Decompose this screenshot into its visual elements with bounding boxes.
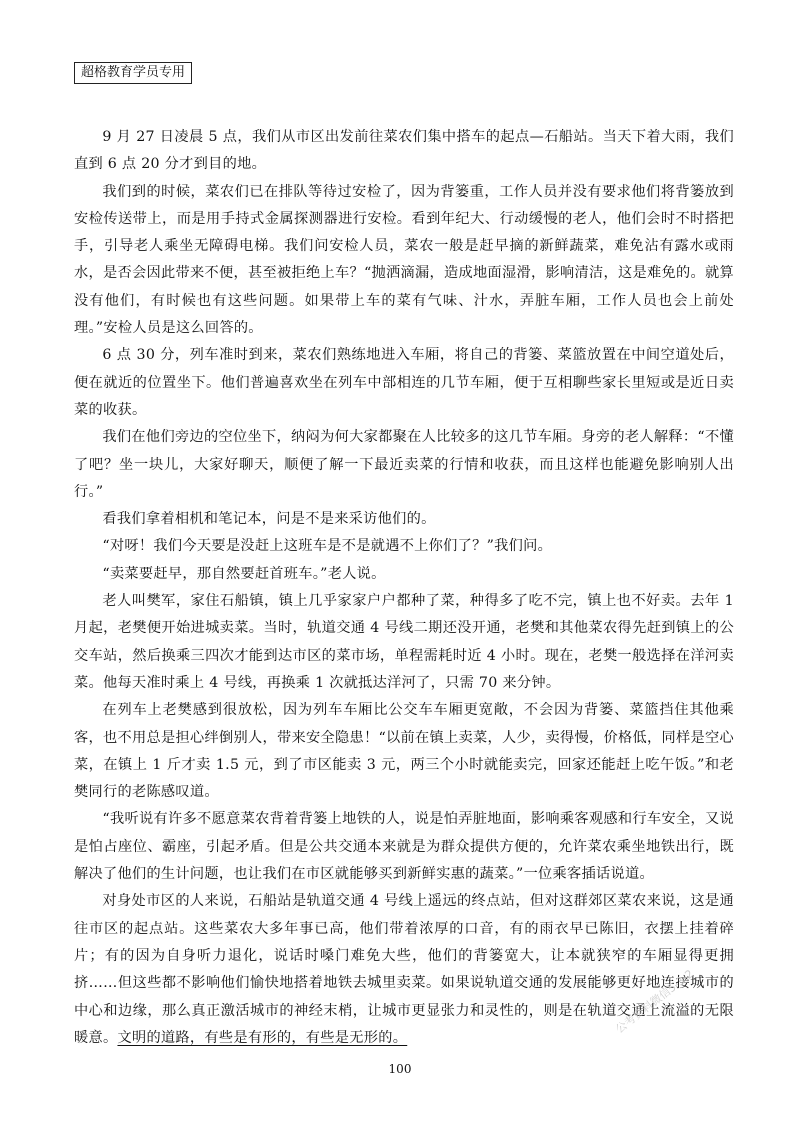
paragraph-3: 6 点 30 分，列车准时到来，菜农们熟练地进入车厢，将自己的背篓、菜篮放置在中间空道处后，便在就近的位置坐下。他们普遍喜欢坐在列车中部相连的几节车厢，便于互相聊些家长里短或是近日卖菜的收获。 bbox=[74, 347, 734, 418]
paragraph-9: 在列车上老樊感到很放松，因为列车车厢比公交车车厢更宽敞，不会因为背篓、菜篮挡住其他乘客，也不用总是担心绊倒别人，带来安全隐患！“以前在镇上卖菜，人少，卖得慢，价格低，同样是空心菜，在镇上 1 斤才卖 1.5 元，到了市区能卖 3 元，两三个小时就能卖完，回家还能赶上吃午饭。”和老樊同行的老陈感叹道。 bbox=[74, 702, 734, 801]
paragraph-7: “卖菜要赶早，那自然要赶首班车。”老人说。 bbox=[102, 565, 386, 582]
article-body bbox=[74, 124, 734, 1052]
page-number: 100 bbox=[388, 1062, 412, 1076]
paragraph-5: 看我们拿着相机和笔记本，问是不是来采访他们的。 bbox=[102, 511, 436, 528]
paragraph-11-text: 对身处市区的人来说，石船站是轨道交通 4 号线上遥远的终点站，但对这群郊区菜农来说，这是通往市区的起点站。这些菜农大多年事已高，他们带着浓厚的口音，有的雨衣早已陈旧，衣摆上挂着碎片；有的因为自身听力退化，说话时嗓门难免大些，他们的背篓宽大，让本就狭窄的车厢显得更拥挤……但这些都不影响他们愉快地搭着地铁去城里卖菜。如果说轨道交通的发展能够更好地连接城市的中心和边缘，那么真正激活城市的神经末梢，让城市更显张力和灵性的，则是在轨道交通上流溢的无限暖意。 bbox=[74, 893, 734, 1046]
header-label-box: 超格教育学员专用 bbox=[74, 62, 192, 84]
paragraph-4: 我们在他们旁边的空位坐下，纳闷为何大家都聚在人比较多的这几节车厢。身旁的老人解释：“不懂了吧？坐一块儿，大家好聊天，顺便了解一下最近卖菜的行情和收获，而且这样也能避免影响别人出行。” bbox=[74, 429, 734, 500]
paragraph-6: “对呀！我们今天要是没赶上这班车是不是就遇不上你们了？”我们问。 bbox=[102, 538, 553, 555]
underlined-sentence: 文明的道路，有些是有形的，有些是无形的。 bbox=[117, 1029, 408, 1046]
paragraph-1: 9 月 27 日凌晨 5 点，我们从市区出发前往菜农们集中搭车的起点—石船站。当天下着大雨，我们直到 6 点 20 分才到目的地。 bbox=[74, 129, 734, 173]
paragraph-8: 老人叫樊军，家住石船镇，镇上几乎家家户户都种了菜，种得多了吃不完，镇上也不好卖。去年 1 月起，老樊便开始进城卖菜。当时，轨道交通 4 号线二期还没开通，老樊和其他菜农得先赶到镇上的公交车站，然后换乘三四次才能到达市区的菜市场，单程需耗时近 4 小时。现在，老樊一般选择在洋河卖菜。他每天准时乘上 4 号线，再换乘 1 次就抵达洋河了，只需 70 来分钟。 bbox=[74, 593, 734, 691]
paragraph-2: 我们到的时候，菜农们已在排队等待过安检了，因为背篓重，工作人员并没有要求他们将背篓放到安检传送带上，而是用手持式金属探测器进行安检。看到年纪大、行动缓慢的老人，他们会时不时搭把手，引导老人乘坐无障碍电梯。我们问安检人员，菜农一般是赶早摘的新鲜蔬菜，难免沾有露水或雨水，是否会因此带来不便，甚至被拒绝上车？“抛洒滴漏，造成地面湿滑，影响清洁，这是难免的。就算没有他们，有时候也有这些问题。如果带上车的菜有气味、汁水，弄脏车厢，工作人员也会上前处理。”安检人员是这么回答的。 bbox=[74, 183, 734, 337]
paragraph-11 bbox=[74, 888, 734, 1052]
paragraph-10: “我听说有许多不愿意菜农背着背篓上地铁的人，说是怕弄脏地面，影响乘客观感和行车安全，又说是怕占座位、霸座，引起矛盾。但是公共交通本来就是为群众提供方便的，允许菜农乘坐地铁出行，既解决了他们的生计问题，也让我们在市区就能够买到新鲜实惠的蔬菜。”一位乘客插话说道。 bbox=[74, 811, 734, 883]
watermark-text: 公考资料微信5-3-2 bbox=[613, 967, 697, 1036]
